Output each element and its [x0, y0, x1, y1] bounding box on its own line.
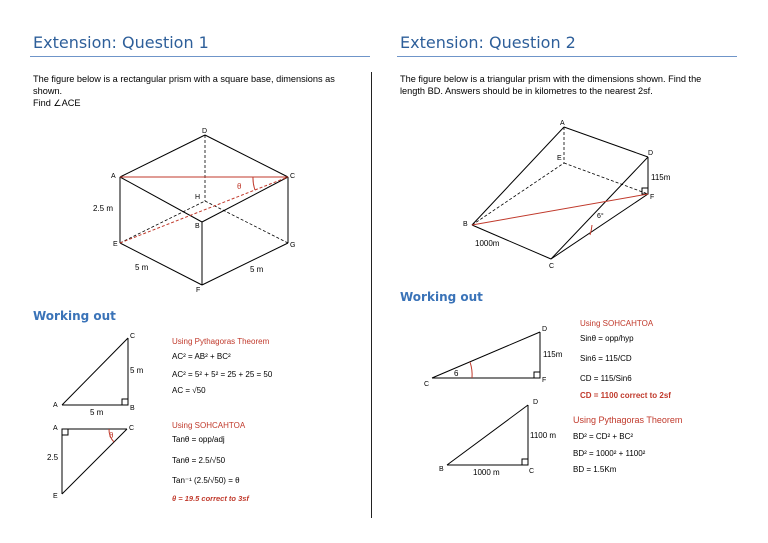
q2-label-height: 115m	[651, 173, 671, 182]
q2-t1-c: C	[424, 381, 430, 388]
q1-pyth-line2: AC² = 5² + 5² = 25 + 25 = 50	[172, 370, 273, 379]
q1-soh-title: Using SOHCAHTOA	[172, 421, 246, 430]
q1-t1-c: C	[130, 333, 136, 340]
q1-label-h: H	[195, 194, 201, 201]
q1-t1-side-ab: 5 m	[90, 408, 104, 417]
q1-description	[33, 73, 368, 109]
q1-soh-line3: Tan⁻¹ (2.5/√50) = θ	[172, 476, 240, 485]
q2-t2-side-h: 1000 m	[473, 468, 500, 477]
q2-triangle-bcd	[435, 395, 565, 480]
q2-title: Extension: Question 2	[400, 33, 576, 52]
q2-pyth-title: Using Pythagoras Theorem	[573, 415, 683, 425]
q1-label-b: B	[195, 223, 200, 230]
column-divider	[371, 72, 372, 518]
q1-working-title: Working out	[33, 309, 116, 323]
q1-pyth-line3: AC = √50	[172, 386, 206, 395]
q1-pyth-title: Using Pythagoras Theorem	[172, 337, 270, 346]
q1-soh-line2: Tanθ = 2.5/√50	[172, 456, 226, 465]
q2-soh-line1: Sinθ = opp/hyp	[580, 334, 634, 343]
q1-label-g: G	[290, 242, 296, 249]
q1-title: Extension: Question 1	[33, 33, 209, 52]
q2-t1-angle: 6	[454, 369, 459, 378]
q2-t1-f: F	[542, 377, 547, 384]
q1-label-side2: 5 m	[250, 265, 264, 274]
q1-pyth-line1: AC² = AB² + BC²	[172, 352, 231, 361]
q2-t2-c: C	[529, 468, 535, 475]
q2-t2-b: B	[439, 466, 444, 473]
q1-prism-figure	[85, 125, 310, 300]
q2-t1-d: D	[542, 326, 548, 333]
q2-pyth-line3: BD = 1.5Km	[573, 465, 617, 474]
q2-label-b: B	[463, 221, 468, 228]
q1-label-side1: 5 m	[135, 263, 149, 272]
q2-label-a: A	[560, 120, 565, 127]
q2-label-base: 1000m	[475, 239, 500, 248]
q2-label-f: F	[650, 194, 655, 201]
q1-triangle-abc	[50, 332, 150, 417]
q1-label-f: F	[196, 287, 201, 294]
q1-t2-c: C	[129, 425, 135, 432]
q2-title-rule	[397, 56, 737, 57]
q1-soh-line1: Tanθ = opp/adj	[172, 435, 225, 444]
q2-desc-line1: The figure below is a triangular prism with the dimensions shown. Find the	[400, 74, 702, 84]
q2-pyth-line1: BD² = CD² + BC²	[573, 432, 634, 441]
q1-t1-side-bc: 5 m	[130, 366, 144, 375]
q1-label-c: C	[290, 173, 296, 180]
q2-label-angle: 6°	[597, 213, 604, 220]
q1-find: Find ∠ACE	[33, 98, 81, 108]
q2-soh-title: Using SOHCAHTOA	[580, 319, 654, 328]
q1-desc-line2: shown.	[33, 86, 63, 96]
q1-label-e: E	[113, 241, 118, 248]
q1-t2-theta: θ	[109, 431, 114, 440]
q2-t1-side: 115m	[543, 350, 563, 359]
q1-t2-e: E	[53, 493, 58, 500]
q2-working-title: Working out	[400, 290, 483, 304]
q1-t1-b: B	[130, 405, 135, 412]
q1-t2-a: A	[53, 425, 58, 432]
q2-soh-line3: CD = 115/Sin6	[580, 374, 632, 383]
q1-label-a: A	[111, 173, 116, 180]
q2-description	[400, 73, 740, 97]
q1-label-d: D	[202, 128, 208, 135]
q1-t2-side: 2.5	[47, 453, 59, 462]
q1-title-rule	[30, 56, 370, 57]
q2-t2-side-v: 1100 m	[530, 431, 557, 440]
q2-pyth-line2: BD² = 1000² + 1100²	[573, 449, 646, 458]
q1-t1-a: A	[53, 402, 58, 409]
q2-answer: CD = 1100 correct to 2sf	[580, 391, 671, 400]
q2-label-c: C	[549, 263, 555, 270]
q1-desc-line1: The figure below is a rectangular prism with a square base, dimensions as	[33, 74, 335, 84]
q1-answer: θ = 19.5 correct to 3sf	[172, 494, 249, 503]
q2-triangle-cdf	[422, 322, 582, 392]
q2-desc-line2: length BD. Answers should be in kilometres to the nearest 2sf.	[400, 86, 653, 96]
q1-theta: θ	[237, 182, 242, 191]
q1-label-height: 2.5 m	[93, 204, 114, 213]
q1-triangle-ace	[45, 421, 140, 501]
q2-label-e: E	[557, 155, 562, 162]
q2-prism-figure	[455, 115, 685, 275]
q2-soh-line2: Sin6 = 115/CD	[580, 354, 632, 363]
q2-t2-d: D	[533, 399, 539, 406]
q2-label-d: D	[648, 150, 654, 157]
